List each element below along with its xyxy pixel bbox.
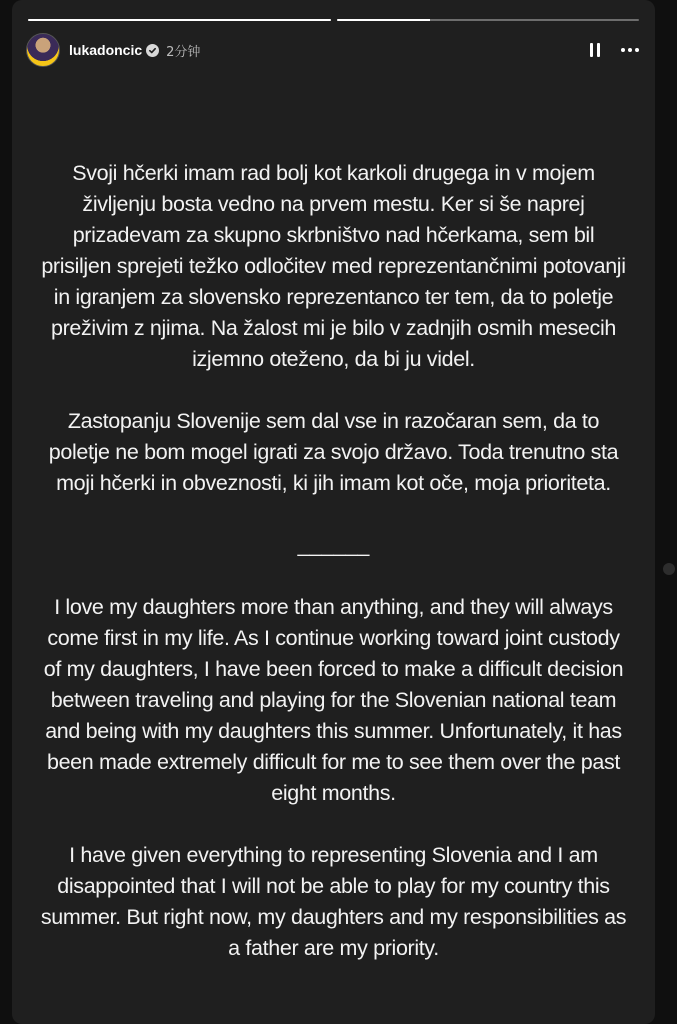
divider-line: ______	[297, 533, 370, 557]
avatar[interactable]	[26, 33, 60, 67]
paragraph-english-2: I have given everything to representing Slovenia and I am disappointed that I will not be able to play for my country this summer. But right now, my daughters and my responsibilities as a father are my priority.	[40, 843, 627, 960]
right-edge	[655, 0, 677, 1024]
paragraph-english-1: I love my daughters more than anything, and they will always come first in my life. As I continue working toward joint custody of my daughters, I have been forced to make a difficult decision between traveling and playing for the Slovenian national team and being with my daughters this summer. Unfortunately, it has been made extremely difficult for me to see them over the past eight months.	[43, 595, 624, 805]
more-options-icon[interactable]	[619, 40, 641, 60]
verified-badge-icon	[146, 44, 159, 57]
story-progress-bar	[28, 19, 639, 21]
story-text	[12, 158, 655, 995]
pause-icon[interactable]	[585, 40, 605, 60]
paragraph-slovenian-2: Zastopanju Slovenije sem dal vse in razočaran sem, da to poletje ne bom mogel igrati za svojo državo. Toda trenutno sta moji hčerki in obveznosti, ki jih imam kot oče, moja prioriteta.	[48, 409, 619, 495]
username[interactable]: lukadoncic	[69, 42, 143, 58]
next-story-indicator[interactable]	[663, 563, 675, 575]
paragraph-slovenian-1: Svoji hčerki imam rad bolj kot karkoli drugega in v mojem življenju bosta vedno na prvem mestu. Ker si še naprej prizadevam za skupno skrbništvo nad hčerkama, sem bil prisiljen sprejeti težko odločitev med reprezentančnimi potovanji in igranjem za slovensko reprezentanco ter tem, da to poletje preživim z njima. Na žalost mi je bilo v zadnjih osmih mesecih izjemno oteženo, da bi ju videl.	[41, 161, 626, 371]
story-header	[26, 32, 641, 68]
progress-segment-1	[28, 19, 331, 21]
post-time: 2分钟	[166, 44, 201, 60]
story-card[interactable]	[12, 0, 655, 1024]
progress-segment-2	[337, 19, 640, 21]
